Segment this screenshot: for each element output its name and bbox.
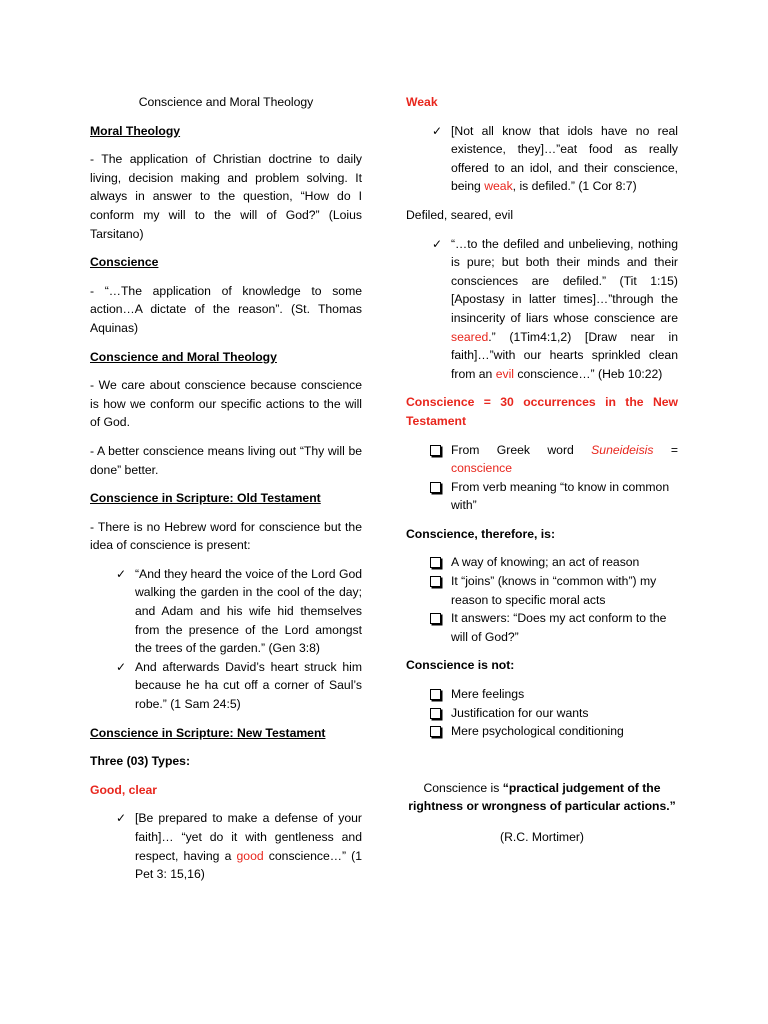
old-testament-checklist [90,565,362,714]
list-item-text: Justification for our wants [451,705,589,720]
list-item-text: .” (1Tim4:1,2) [Draw near in faith]…”with our hearts sprinkled clean from an [451,329,678,381]
list-item-text: Mere feelings [451,687,525,702]
checkbox-icon [430,557,441,568]
heading-new-testament: Conscience in Scripture: New Testament [90,725,326,740]
list-item-text: [Not all know that idols have no real existence, they]…”eat food as really offered to an idol, and their conscience, being [451,123,678,194]
defiled-label: Defiled, seared, evil [406,207,514,222]
occurrences-heading: Conscience = 30 occurrences in the New Testament [406,395,678,428]
quote-lead: Conscience is [423,780,503,795]
moral-theology-text: - The application of Christian doctrine to daily living, decision making and problem solving. It always in answer to the question, “How do I conform my will to the will of God?” (Loius Tarsitano) [90,152,362,241]
checkmark-icon: ✓ [115,566,127,581]
therefore-label: Conscience, therefore, is: [406,526,556,541]
list-item [406,122,678,196]
checkmark-icon: ✓ [115,659,127,674]
highlight-word: good [236,848,264,863]
highlight-word: seared [451,329,489,344]
list-item [406,441,678,478]
list-item-text: And afterwards David’s heart struck him because he ha cut off a corner of Saul’s robe.” (1 Sam 24:5) [135,659,362,712]
list-item-text: A way of knowing; an act of reason [451,555,640,570]
heading-conscience: Conscience [90,255,159,270]
highlight-word: conscience [451,461,512,476]
list-item-text: conscience…” (Heb 10:22) [514,366,663,381]
highlight-word: evil [495,366,515,381]
list-item [406,478,678,515]
not-label: Conscience is not: [406,658,515,673]
list-item-text: , is defiled.” (1 Cor 8:7) [512,179,637,194]
list-item [90,658,362,714]
greek-word: Suneideisis [591,442,654,457]
list-item [90,565,362,658]
list-item [406,609,678,646]
old-testament-text: - There is no Hebrew word for conscience but the idea of conscience is present: [90,519,362,553]
types-label: Three (03) Types: [90,754,191,769]
list-item [90,809,362,883]
list-item [406,553,678,572]
list-item-text: It “joins” (knows in “common with”) my reason to specific moral acts [451,574,657,607]
left-column [90,93,362,894]
good-checklist [90,809,362,883]
list-item [406,235,678,384]
checkmark-icon: ✓ [431,123,443,138]
list-item [406,572,678,609]
list-item [406,685,678,704]
defiled-checklist [406,235,678,384]
checkmark-icon: ✓ [431,236,443,251]
list-item-text: “…to the defiled and unbelieving, nothing is pure; but both their minds and their consciences are defiled.” (Tit 1:15) [Apostasy in latter times]…”through the insincerity of liars whose conscience are [451,236,678,325]
page-title: Conscience and Moral Theology [138,95,314,109]
list-item [406,722,678,741]
list-item [406,704,678,723]
quote-author: (R.C. Mortimer) [500,830,584,844]
checkbox-icon [430,482,441,493]
heading-moral-theology: Moral Theology [90,123,181,138]
checkmark-icon: ✓ [115,811,127,826]
list-item-text: = [653,442,678,457]
not-list [406,685,678,741]
conscience-text: - “…The application of knowledge to some action…A dictate of the reason”. (St. Thomas Aquinas) [90,283,362,335]
weak-checklist [406,122,678,196]
checkbox-icon [430,726,441,737]
list-item-text: conscience…” (1 Pet 3: 15,16) [135,848,363,882]
cmt-text-2: - A better conscience means living out “Thy will be done” better. [90,443,362,477]
highlight-word: weak [484,179,513,194]
list-item-text: [Be prepared to make a defense of your faith]… “yet do it with gentleness and respect, having a [135,811,362,863]
heading-old-testament: Conscience in Scripture: Old Testament [90,491,321,506]
greek-list [406,441,678,515]
checkbox-icon [430,613,441,624]
good-clear-label: Good, clear [90,782,158,797]
cmt-text-1: - We care about conscience because conscience is how we conform our specific actions to the will of God. [90,378,362,430]
checkbox-icon [430,445,441,456]
checkbox-icon [430,576,441,587]
list-item-text: From Greek word [451,442,592,457]
list-item-text: Mere psychological conditioning [451,724,624,739]
checkbox-icon [430,708,441,719]
quote-text: “practical judgement of the rightness or wrongness of particular actions.” [408,780,676,814]
checkbox-icon [430,689,441,700]
right-column [406,93,678,857]
weak-label: Weak [406,95,438,109]
heading-conscience-moral-theology: Conscience and Moral Theology [90,349,277,364]
list-item-text: It answers: “Does my act conform to the will of God?” [451,611,667,644]
list-item-text: From verb meaning “to know in common with” [451,479,670,513]
list-item-text: “And they heard the voice of the Lord God walking the garden in the cool of the day; and Adam and his wife hid themselves from the presence of the Lord amongst the trees of the garden.” (Gen 3:8) [135,566,362,656]
therefore-list [406,553,678,646]
closing-quote [406,779,678,816]
